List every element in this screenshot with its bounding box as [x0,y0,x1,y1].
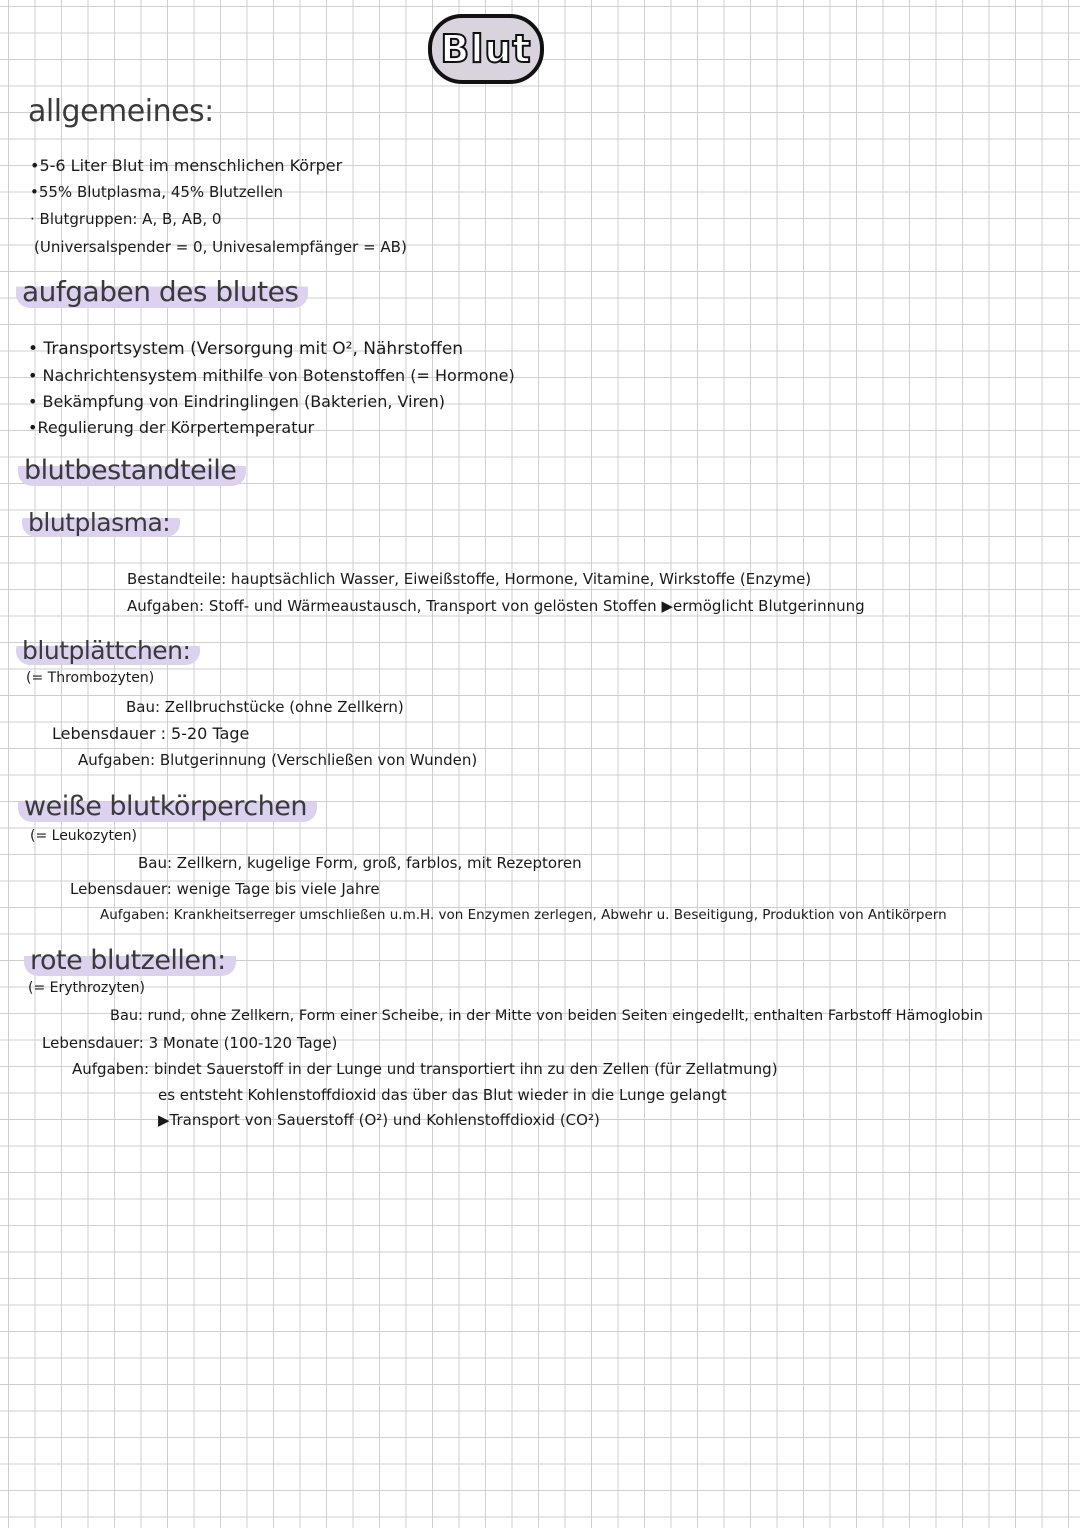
heading-weisse-blutkoerperchen: weiße blutkörperchen [18,791,317,822]
weisse-aufgaben: Aufgaben: Krankheitserreger umschließen u.m.H. von Enzymen zerlegen, Abwehr u. Beseitigung, Produktion von Antikörpern [100,907,947,923]
allgemeines-line-4: (Universalspender = 0, Univesalempfänger = AB) [34,238,407,256]
aufgaben-line-2: • Nachrichtensystem mithilfe von Botenstoffen (= Hormone) [28,366,515,385]
heading-allgemeines: allgemeines: [28,94,214,129]
weisse-lebensdauer: Lebensdauer: wenige Tage bis viele Jahre [70,880,380,898]
plaettchen-bau: Bau: Zellbruchstücke (ohne Zellkern) [126,698,404,716]
plaettchen-aufgaben: Aufgaben: Blutgerinnung (Verschließen von Wunden) [78,751,478,769]
plaettchen-subtitle: (= Thrombozyten) [26,670,155,686]
heading-blutplaettchen: blutplättchen: [16,636,200,665]
rote-lebensdauer: Lebensdauer: 3 Monate (100-120 Tage) [42,1034,338,1052]
heading-blutplasma: blutplasma: [22,508,180,537]
weisse-subtitle: (= Leukozyten) [30,828,137,844]
allgemeines-line-2: •55% Blutplasma, 45% Blutzellen [30,183,283,201]
aufgaben-line-4: •Regulierung der Körpertemperatur [28,418,315,437]
plaettchen-lebensdauer: Lebensdauer : 5-20 Tage [52,724,250,743]
heading-blutbestandteile: blutbestandteile [18,455,246,486]
rote-aufgaben-2: es entsteht Kohlenstoffdioxid das über das Blut wieder in die Lunge gelangt [158,1086,727,1104]
heading-rote-blutzellen: rote blutzellen: [24,945,236,976]
rote-bau: Bau: rund, ohne Zellkern, Form einer Scheibe, in der Mitte von beiden Seiten eingedellt, enthalten Farbstoff Hämoglobin [110,1008,983,1024]
allgemeines-line-3: · Blutgruppen: A, B, AB, 0 [30,210,222,228]
plasma-bestandteile: Bestandteile: hauptsächlich Wasser, Eiweißstoffe, Hormone, Vitamine, Wirkstoffe (Enzyme) [127,570,812,588]
plasma-aufgaben: Aufgaben: Stoff- und Wärmeaustausch, Transport von gelösten Stoffen ▶ermöglicht Blutgerinnung [127,597,865,615]
weisse-bau: Bau: Zellkern, kugelige Form, groß, farblos, mit Rezeptoren [138,854,582,872]
rote-aufgaben-3: ▶Transport von Sauerstoff (O²) und Kohlenstoffdioxid (CO²) [158,1111,600,1129]
title-badge [428,14,544,84]
rote-subtitle: (= Erythrozyten) [28,980,145,996]
aufgaben-line-1: • Transportsystem (Versorgung mit O², Nährstoffen [28,339,464,359]
aufgaben-line-3: • Bekämpfung von Eindringlingen (Bakterien, Viren) [28,392,446,411]
page-title: Blut [440,27,532,71]
rote-aufgaben-1: Aufgaben: bindet Sauerstoff in der Lunge und transportiert ihn zu den Zellen (für Zellatmung) [72,1060,778,1078]
allgemeines-line-1: •5-6 Liter Blut im menschlichen Körper [30,156,343,175]
heading-aufgaben: aufgaben des blutes [16,275,308,308]
